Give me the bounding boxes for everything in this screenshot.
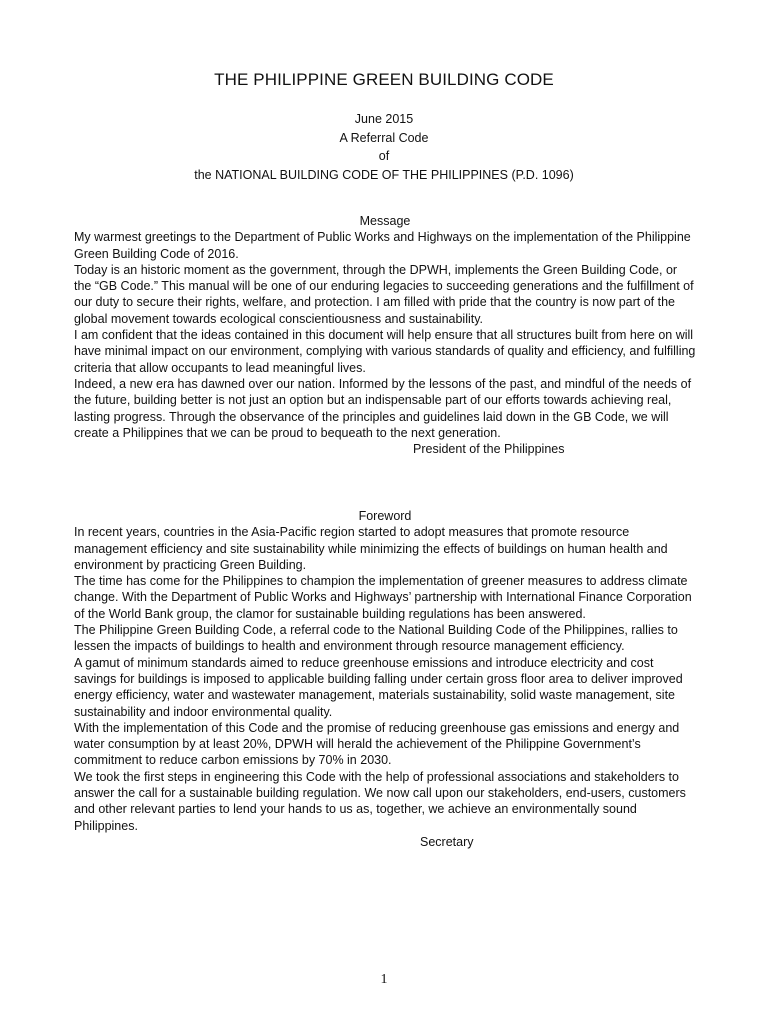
message-heading: Message [359,214,411,228]
document-title: THE PHILIPPINE GREEN BUILDING CODE [214,70,554,89]
message-section [74,213,696,457]
document-subheading [0,110,768,184]
foreword-paragraph: The Philippine Green Building Code, a referral code to the National Building Code of the Philippines, rallies to lessen the impacts of buildings to health and environment through resource management efficiency. [74,623,678,654]
foreword-heading: Foreword [358,509,412,523]
message-paragraph: My warmest greetings to the Department of Public Works and Highways on the implementation of the Philippine Green Building Code of 2016. [74,230,691,261]
foreword-paragraph: We took the first steps in engineering this Code with the help of professional associations and stakeholders to answer the call for a sustainable building regulation. We now call upon our stakeholders, end-users, customers and other relevant parties to lend your hands to us as, together, we achieve an environmentally sound Philippines. [74,769,686,833]
subheading-referral: A Referral Code [339,130,429,145]
foreword-paragraph: In recent years, countries in the Asia-Pacific region started to adopt measures that promote resource management efficiency and site sustainability while minimizing the effects of buildings on human health and environment by practicing Green Building. [74,525,668,572]
message-signature: President of the Philippines [413,442,565,457]
page-number: 1 [380,972,388,987]
message-paragraph: I am confident that the ideas contained in this document will help ensure that all structures built from here on will have minimal impact on our environment, complying with various standards of quality and efficiency, and fulfilling criteria that allow occupants to lead meaningful lives. [74,328,696,375]
message-paragraph: Today is an historic moment as the government, through the DPWH, implements the Green Building Code, or the “GB Code.” This manual will be one of our enduring legacies to succeeding generations and the fulfillment of our duty to secure their rights, welfare, and protection. I am filled with pride that the country is now part of the global movement towards ecological conscientiousness and sustainability. [74,262,694,326]
message-paragraph: Indeed, a new era has dawned over our nation. Informed by the lessons of the past, and mindful of the needs of the future, building better is not just an option but an indispensable part of our efforts towards achieving real, lasting progress. Through the observance of the principles and guidelines laid down in the GB Code, we will create a Philippines that we can be proud to bequeath to the next generation. [74,376,692,440]
foreword-section [74,508,696,850]
foreword-paragraph: The time has come for the Philippines to champion the implementation of greener measures to address climate change. With the Department of Public Works and Highways’ partnership with International Finance Corporation of the World Bank group, the clamor for sustainable building regulations has been answered. [74,574,692,621]
foreword-paragraph: With the implementation of this Code and the promise of reducing greenhouse gas emissions and energy and water consumption by at least 20%, DPWH will herald the achievement of the Philippine Government’s commitment to reduce carbon emissions by 70% in 2030. [74,720,680,768]
subheading-parent-code: the NATIONAL BUILDING CODE OF THE PHILIPPINES (P.D. 1096) [194,167,574,182]
subheading-date: June 2015 [354,112,414,126]
foreword-paragraph: A gamut of minimum standards aimed to reduce greenhouse emissions and introduce electricity and cost savings for buildings is imposed to applicable building falling under certain gross floor area to deliver improved energy efficiency, water and wastewater management, materials sustainability, solid waste management, site sustainability and indoor environmental quality. [74,655,683,719]
foreword-signature: Secretary [420,834,474,849]
subheading-of: of [378,149,390,163]
